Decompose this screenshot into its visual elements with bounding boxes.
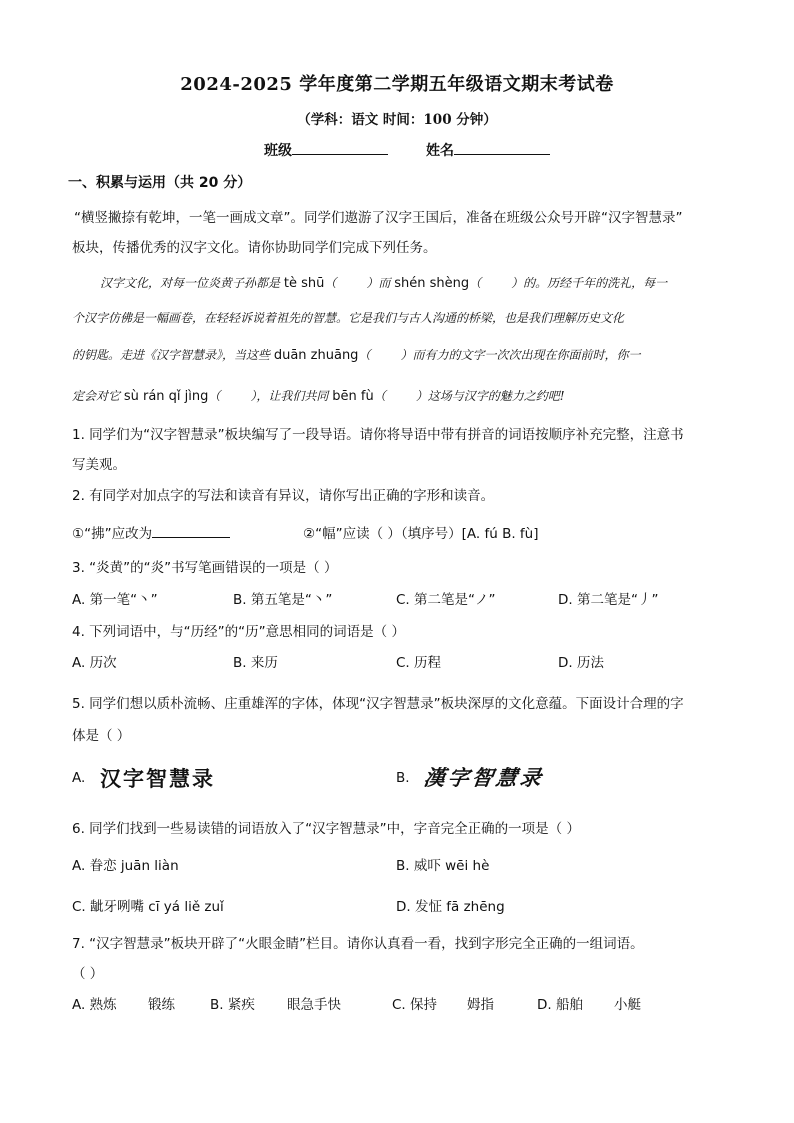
q7-option-d: D. 船舶: [537, 997, 583, 1013]
q5-option-b-font-sample: 漢字智慧录: [422, 765, 546, 790]
q7-option-b: B. 紧疾: [210, 997, 255, 1013]
question-2-part-a: [72, 522, 230, 542]
q6-option-b: B. 威吓 wēi hè: [396, 858, 490, 874]
pinyin-teshu: tè shū: [283, 276, 325, 291]
q7-option-a: A. 熟炼: [72, 997, 117, 1013]
q4-option-b: B. 来历: [233, 655, 278, 671]
q7-option-d-word-2: 小艇: [614, 997, 641, 1013]
q4-option-c: C. 历程: [396, 655, 442, 671]
q7-option-c: C. 保持: [392, 997, 438, 1013]
intro-line-1: “横竖撇捺有乾坤，一笔一画成文章”。同学们遨游了汉字王国后，准备在班级公众号开辟“汉字智慧录”: [74, 210, 683, 226]
pinyin-duanzhuang: duān zhuāng: [273, 348, 359, 363]
q7-option-a-word-2: 锻练: [148, 997, 175, 1013]
passage-text: 的钥匙。走进《汉字智慧录》，当这些: [72, 348, 271, 362]
passage-text: ，让我们共同: [256, 389, 329, 403]
name-field: [426, 140, 550, 160]
pinyin-benfu: bēn fù: [332, 389, 374, 404]
question-4: 4. 下列词语中，与“历经”的“历”意思相同的词语是（ ）: [72, 624, 405, 640]
passage-line-3: 的钥匙。走进《汉字智慧录》，当这些 duān zhuāng（ ）而有力的文字一次次出现在你面前时，你一: [72, 348, 641, 363]
name-label: 姓名: [426, 143, 454, 159]
q2-a-text: ①“拂”应改为: [72, 526, 153, 542]
q6-option-c: C. 龇牙咧嘴 cī yá liě zuǐ: [72, 899, 224, 915]
q3-option-b: B. 第五笔是“丶”: [233, 592, 333, 608]
q3-option-c: C. 第二笔是“ノ”: [396, 592, 496, 608]
passage-text: 而有力的文字一次次出现在你面前时，你一: [412, 348, 641, 362]
q5-option-a-label: A.: [72, 770, 86, 786]
passage-text: 这场与汉字的魅力之约吧!: [427, 389, 565, 403]
q3-option-d: D. 第二笔是“丿”: [558, 592, 659, 608]
q7-option-c-word-2: 姆指: [467, 997, 494, 1013]
class-field: [264, 140, 388, 160]
question-3: 3. “炎黄”的“炎”书写笔画错误的一项是（ ）: [72, 560, 338, 576]
question-2-part-b: ②“幅”应读（ ）（填序号）[A. fú B. fù]: [303, 526, 539, 542]
passage-line-4: 定会对它 sù rán qǐ jìng（ ），让我们共同 bēn fù（ ）这场与汉字的魅力之约吧!: [72, 389, 565, 404]
pinyin-suranqijing: sù rán qǐ jìng: [123, 389, 209, 404]
question-7-paren: （ ）: [72, 966, 104, 982]
class-blank: [292, 154, 388, 155]
question-6: 6. 同学们找到一些易读错的词语放入了“汉字智慧录”中，字音完全正确的一项是（ ）: [72, 821, 580, 837]
question-2: 2. 有同学对加点字的写法和读音有异议，请你写出正确的字形和读音。: [72, 488, 495, 504]
intro-line-2: 板块，传播优秀的汉字文化。请你协助同学们完成下列任务。: [72, 240, 437, 256]
question-1-line-1: 1. 同学们为“汉字智慧录”板块编写了一段导语。请你将导语中带有拼音的词语按顺序补充完整，注意书: [72, 427, 684, 443]
passage-text: 的。历经千年的洗礼，每一: [523, 276, 668, 290]
q7-option-b-word-2: 眼急手快: [287, 997, 341, 1013]
question-5-line-2: 体是（ ）: [72, 728, 131, 744]
passage-text: 而: [378, 276, 391, 290]
name-blank: [454, 154, 550, 155]
q4-option-a: A. 历次: [72, 655, 117, 671]
passage-text: 定会对它: [72, 389, 121, 403]
class-label: 班级: [264, 143, 292, 159]
q2-a-blank: [152, 537, 230, 538]
question-1-line-2: 写美观。: [72, 457, 126, 473]
exam-title: 2024-2025 学年度第二学期五年级语文期末考试卷: [180, 74, 614, 95]
question-5-line-1: 5. 同学们想以质朴流畅、庄重雄浑的字体，体现“汉字智慧录”板块深厚的文化意蕴。下面设计合理的字: [72, 696, 684, 712]
passage-text: 汉字文化，对每一位炎黄子孙都是: [100, 276, 281, 290]
question-7: 7. “汉字智慧录”板块开辟了“火眼金睛”栏目。请你认真看一看，找到字形完全正确的一组词语。: [72, 936, 644, 952]
passage-line-1: 汉字文化，对每一位炎黄子孙都是 tè shū（ ）而 shén shèng（ ）的。历经千年的洗礼，每一: [100, 276, 668, 291]
pinyin-shensheng: shén shèng: [394, 276, 470, 291]
exam-subtitle: （学科：语文 时间：100 分钟）: [297, 112, 497, 128]
q3-option-a: A. 第一笔“丶”: [72, 592, 158, 608]
q6-option-d: D. 发怔 fā zhēng: [396, 899, 505, 915]
passage-line-2: 个汉字仿佛是一幅画卷，在轻轻诉说着祖先的智慧。它是我们与古人沟通的桥梁，也是我们理解历史文化: [72, 311, 625, 325]
q6-option-a: A. 眷恋 juān liàn: [72, 858, 179, 874]
q4-option-d: D. 历法: [558, 655, 604, 671]
section-heading: 一、积累与运用（共 20 分）: [68, 175, 252, 191]
q5-option-a-font-sample: 汉字智慧录: [100, 767, 215, 791]
q5-option-b-label: B.: [396, 770, 410, 786]
